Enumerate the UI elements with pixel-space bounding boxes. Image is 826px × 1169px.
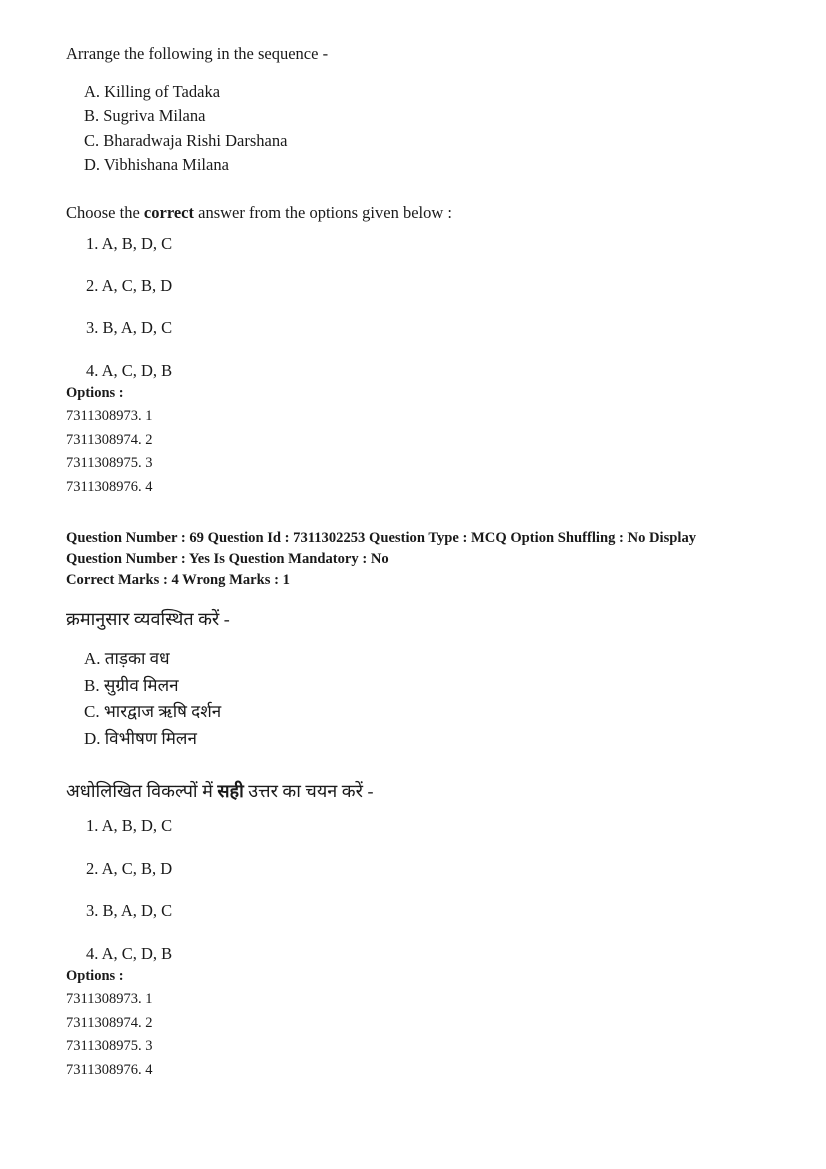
question-items-hindi	[84, 646, 760, 751]
list-item: C. Bharadwaja Rishi Darshana	[84, 130, 288, 150]
answer-option[interactable]: 4. A, C, D, B	[86, 943, 173, 963]
answer-options-hindi	[86, 815, 760, 964]
question-stem-hindi: क्रमानुसार व्यवस्थित करें -	[66, 609, 230, 630]
answer-option[interactable]: 1. A, B, D, C	[86, 816, 173, 836]
question-metadata	[66, 529, 760, 590]
answer-option[interactable]: 3. B, A, D, C	[86, 318, 173, 338]
list-item: A. Killing of Tadaka	[84, 81, 221, 101]
option-id-row: 7311308975. 3	[66, 455, 153, 472]
choose-emphasis: सही	[217, 781, 244, 802]
choose-suffix: answer from the options given below :	[194, 202, 452, 222]
answer-option[interactable]: 2. A, C, B, D	[86, 858, 173, 878]
answer-option[interactable]: 1. A, B, D, C	[86, 233, 173, 253]
choose-instruction-hindi	[66, 779, 760, 803]
answer-option[interactable]: 4. A, C, D, B	[86, 360, 173, 380]
metadata-line-3: Correct Marks : 4 Wrong Marks : 1	[66, 572, 290, 589]
list-item: A. ताड़का वध	[84, 649, 170, 669]
choose-prefix: Choose the	[66, 202, 144, 222]
option-id-row: 7311308974. 2	[66, 431, 153, 448]
list-item: B. Sugriva Milana	[84, 106, 206, 126]
metadata-line-2: Question Number : Yes Is Question Mandatory : No	[66, 551, 389, 568]
choose-emphasis: correct	[143, 202, 194, 222]
option-id-row: 7311308973. 1	[66, 408, 153, 425]
question-stem-english: Arrange the following in the sequence -	[66, 44, 329, 63]
option-id-row: 7311308975. 3	[66, 1038, 153, 1055]
option-id-row: 7311308974. 2	[66, 1014, 153, 1031]
options-label-english: Options :	[66, 385, 124, 402]
option-id-row: 7311308976. 4	[66, 1061, 153, 1078]
answer-options-english	[86, 233, 760, 382]
choose-prefix: अधोलिखित विकल्पों में	[66, 781, 218, 802]
metadata-line-1: Question Number : 69 Question Id : 7311302253 Question Type : MCQ Option Shuffling : No Display	[66, 530, 697, 547]
choose-instruction-english	[66, 203, 760, 223]
option-id-row: 7311308976. 4	[66, 478, 153, 495]
options-label-hindi: Options :	[66, 968, 124, 985]
list-item: B. सुग्रीव मिलन	[84, 675, 179, 695]
question-items-english	[84, 80, 760, 177]
answer-option[interactable]: 2. A, C, B, D	[86, 276, 173, 296]
list-item: C. भारद्वाज ऋषि दर्शन	[84, 702, 222, 722]
list-item: D. Vibhishana Milana	[84, 155, 229, 175]
answer-option[interactable]: 3. B, A, D, C	[86, 901, 173, 921]
list-item: D. विभीषण मिलन	[84, 728, 197, 748]
option-id-row: 7311308973. 1	[66, 991, 153, 1008]
choose-suffix: उत्तर का चयन करें -	[243, 781, 374, 802]
